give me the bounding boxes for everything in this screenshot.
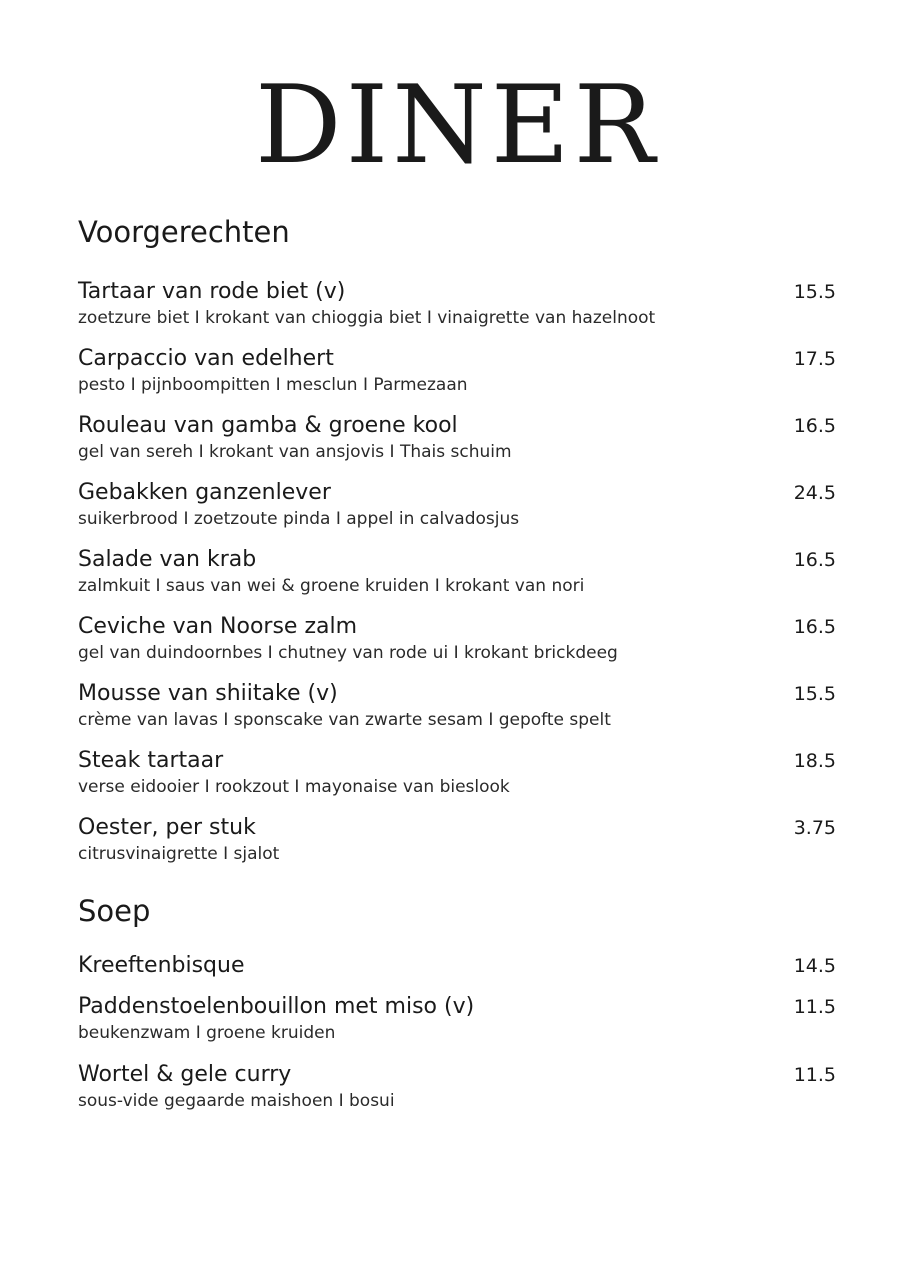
- menu-item: [78, 680, 836, 732]
- menu-item-description: gel van sereh I krokant van ansjovis I Thais schuim: [78, 442, 512, 462]
- menu-item-price: 16.5: [793, 549, 836, 571]
- menu-item: [78, 1061, 836, 1113]
- menu-item-name: Mousse van shiitake (v): [78, 681, 338, 706]
- menu-item-price: 15.5: [793, 683, 836, 705]
- menu-item-price: 3.75: [793, 817, 836, 839]
- menu-item: [78, 345, 836, 397]
- menu-item-price: 16.5: [793, 415, 836, 437]
- menu-item-name: Tartaar van rode biet (v): [78, 279, 346, 304]
- menu-item-name: Wortel & gele curry: [78, 1062, 292, 1087]
- menu-item: [78, 546, 836, 598]
- menu-item: [78, 993, 836, 1045]
- menu-item-description: suikerbrood I zoetzoute pinda I appel in calvadosjus: [78, 509, 520, 529]
- menu-item: [78, 747, 836, 799]
- menu-item-name: Steak tartaar: [78, 748, 224, 773]
- menu-item-price: 15.5: [793, 281, 836, 303]
- menu-item-price: 17.5: [793, 348, 836, 370]
- menu-item-description: pesto I pijnboompitten I mesclun I Parmezaan: [78, 375, 468, 395]
- menu-item: [78, 479, 836, 531]
- menu-title: DINER: [255, 63, 659, 188]
- menu-item: [78, 278, 836, 330]
- menu-item-description: sous-vide gegaarde maishoen I bosui: [78, 1091, 395, 1111]
- menu-item-description: gel van duindoornbes I chutney van rode ui I krokant brickdeeg: [78, 643, 618, 663]
- menu-item-price: 18.5: [793, 750, 836, 772]
- menu-item-price: 11.5: [793, 996, 836, 1018]
- menu-item: [78, 613, 836, 665]
- menu-item-name: Paddenstoelenbouillon met miso (v): [78, 994, 475, 1019]
- menu-item-price: 24.5: [793, 482, 836, 504]
- menu-item-description: verse eidooier I rookzout I mayonaise van bieslook: [78, 777, 510, 797]
- section-title-soep: Soep: [78, 894, 151, 928]
- menu-item-price: 16.5: [793, 616, 836, 638]
- menu-item-name: Gebakken ganzenlever: [78, 480, 331, 505]
- menu-item-description: zoetzure biet I krokant van chioggia biet I vinaigrette van hazelnoot: [78, 308, 656, 328]
- menu-item-name: Carpaccio van edelhert: [78, 346, 334, 371]
- section-title-voorgerechten: Voorgerechten: [78, 215, 290, 249]
- menu-item: [78, 952, 836, 980]
- menu-item-name: Ceviche van Noorse zalm: [78, 614, 358, 639]
- menu-item: [78, 814, 836, 866]
- menu-item-price: 14.5: [793, 955, 836, 977]
- menu-item-name: Oester, per stuk: [78, 815, 256, 840]
- menu-item-description: citrusvinaigrette I sjalot: [78, 844, 280, 864]
- menu-item-name: Rouleau van gamba & groene kool: [78, 413, 458, 438]
- menu-item-name: Kreeftenbisque: [78, 953, 245, 978]
- menu-item: [78, 412, 836, 464]
- menu-item-description: crème van lavas I sponscake van zwarte sesam I gepofte spelt: [78, 710, 611, 730]
- menu-item-name: Salade van krab: [78, 547, 257, 572]
- menu-item-price: 11.5: [793, 1064, 836, 1086]
- menu-item-description: beukenzwam I groene kruiden: [78, 1023, 336, 1043]
- menu-item-description: zalmkuit I saus van wei & groene kruiden I krokant van nori: [78, 576, 585, 596]
